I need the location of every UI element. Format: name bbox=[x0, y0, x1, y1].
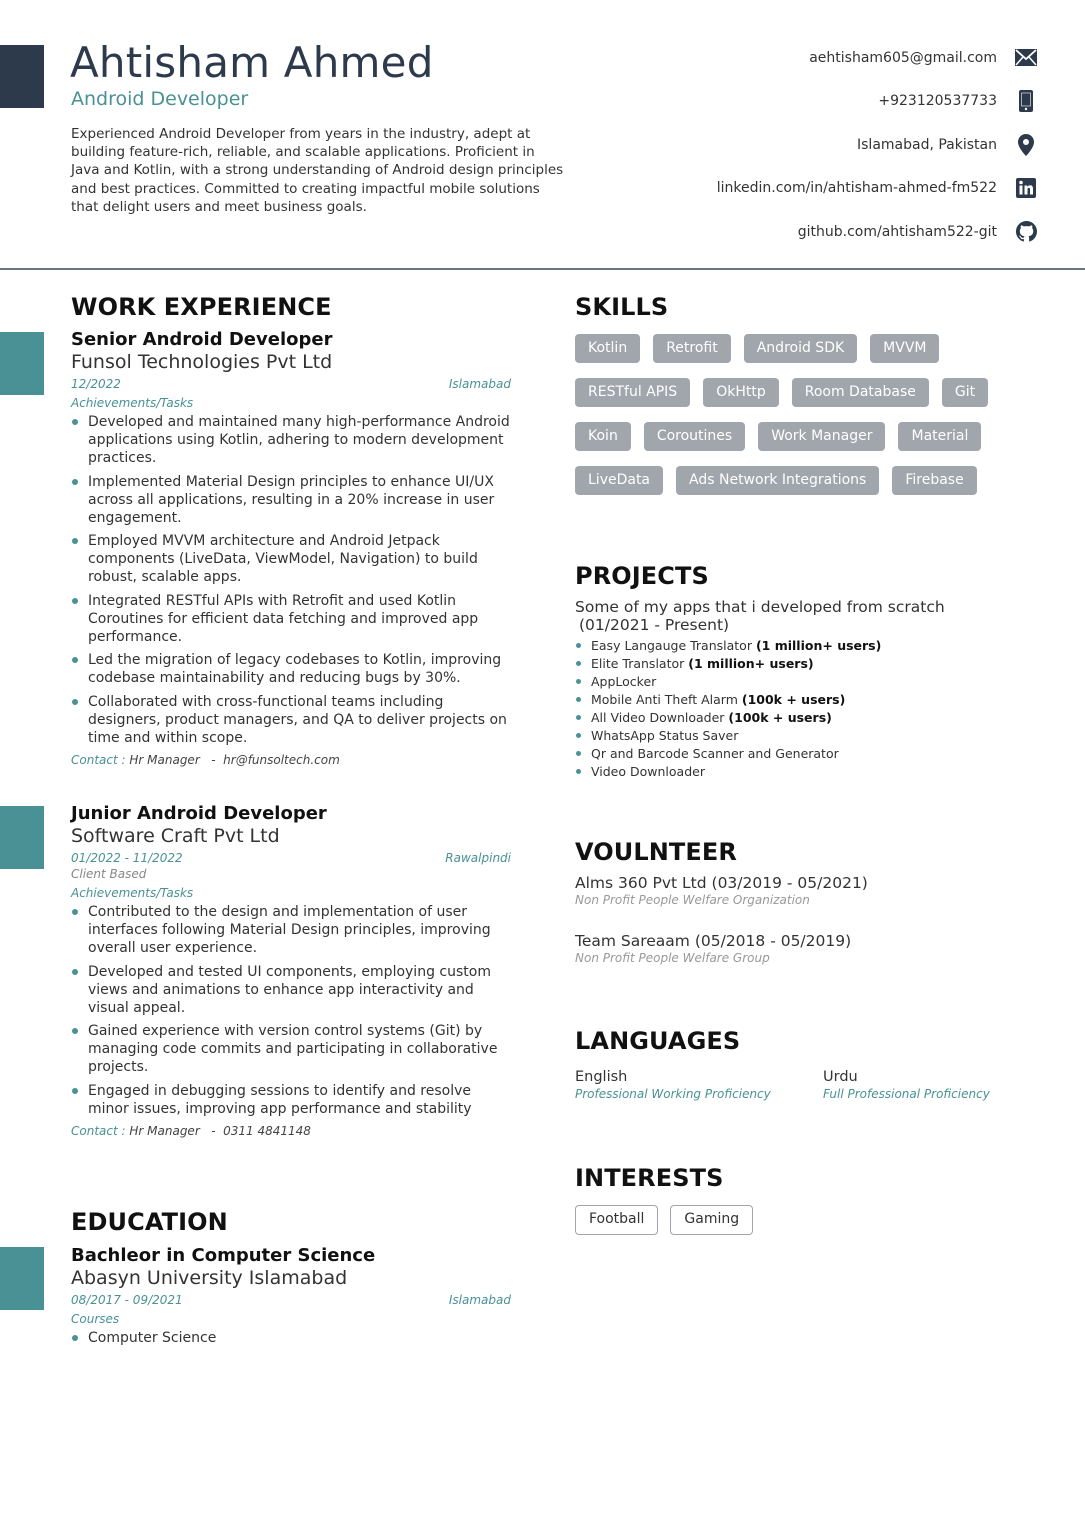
interests-list bbox=[575, 1205, 753, 1235]
work-experience-heading: WORK EXPERIENCE bbox=[71, 293, 332, 321]
header-accent-bar bbox=[0, 45, 44, 108]
list-item: Gained experience with version control systems (Git) by managing code commits and participating in collaborative projects. bbox=[71, 1022, 511, 1076]
projects-heading: PROJECTS bbox=[575, 562, 709, 590]
contact-phone-text[interactable]: +923120537733 bbox=[878, 93, 997, 110]
volunteer-title: Alms 360 Pvt Ltd (03/2019 - 05/2021) bbox=[575, 874, 868, 892]
location-icon bbox=[1015, 134, 1037, 156]
contact-github[interactable] bbox=[717, 210, 1037, 254]
language-entry bbox=[575, 1069, 771, 1101]
job-accent-bar bbox=[0, 332, 44, 395]
volunteer-desc: Non Profit People Welfare Group bbox=[575, 951, 770, 965]
contact-linkedin[interactable] bbox=[717, 167, 1037, 211]
list-item bbox=[575, 728, 881, 746]
education-location: Islamabad bbox=[448, 1293, 511, 1307]
volunteer-desc: Non Profit People Welfare Organization bbox=[575, 893, 810, 907]
school-name: Abasyn University Islamabad bbox=[71, 1267, 348, 1289]
list-item: Developed and tested UI components, employing custom views and animations to enhance app interactivity and visual appeal. bbox=[71, 963, 511, 1017]
education-dates: 08/2017 - 09/2021 bbox=[71, 1293, 183, 1307]
skill-chip: Work Manager bbox=[758, 422, 885, 451]
skills-heading: SKILLS bbox=[575, 293, 669, 321]
list-item bbox=[575, 656, 881, 674]
job-contact-value: Hr Manager - 0311 4841148 bbox=[129, 1123, 311, 1138]
job-company: Software Craft Pvt Ltd bbox=[71, 825, 280, 847]
job-bullets bbox=[71, 903, 511, 1118]
languages-heading: LANGUAGES bbox=[575, 1027, 741, 1055]
skill-chip: Android SDK bbox=[744, 334, 857, 363]
skill-chip: Coroutines bbox=[644, 422, 745, 451]
project-name: All Video Downloader bbox=[591, 710, 725, 725]
header-divider bbox=[0, 268, 1085, 270]
projects-intro bbox=[575, 598, 945, 634]
education-meta bbox=[71, 1293, 511, 1307]
language-level: Professional Working Proficiency bbox=[575, 1087, 771, 1101]
email-icon bbox=[1015, 47, 1037, 69]
project-name: Video Downloader bbox=[591, 764, 705, 779]
project-name: Elite Translator bbox=[591, 656, 685, 671]
project-name: Qr and Barcode Scanner and Generator bbox=[591, 746, 839, 761]
interest-chip: Gaming bbox=[670, 1205, 753, 1235]
contact-list bbox=[717, 36, 1037, 254]
job-dates: 01/2022 - 11/2022 bbox=[71, 851, 183, 865]
list-item bbox=[575, 692, 881, 710]
skill-chip: Ads Network Integrations bbox=[676, 466, 879, 495]
course-list bbox=[71, 1329, 511, 1347]
interests-heading: INTERESTS bbox=[575, 1164, 724, 1192]
volunteer-entry bbox=[575, 874, 868, 907]
project-name: AppLocker bbox=[591, 674, 657, 689]
job-meta bbox=[71, 851, 511, 865]
job-title: Junior Android Developer bbox=[71, 803, 327, 824]
job-company: Funsol Technologies Pvt Ltd bbox=[71, 351, 333, 373]
interest-chip: Football bbox=[575, 1205, 658, 1235]
contact-location-text: Islamabad, Pakistan bbox=[857, 136, 997, 153]
list-item: Led the migration of legacy codebases to Kotlin, improving codebase maintainability and reducing bugs by 30%. bbox=[71, 651, 511, 687]
project-name: Mobile Anti Theft Alarm bbox=[591, 692, 738, 707]
list-item bbox=[575, 710, 881, 728]
skill-chip: Git bbox=[942, 378, 988, 407]
skill-chip: Retrofit bbox=[653, 334, 731, 363]
candidate-role: Android Developer bbox=[71, 88, 249, 110]
job-accent-bar bbox=[0, 806, 44, 869]
education-accent-bar bbox=[0, 1247, 44, 1310]
skill-chip: Room Database bbox=[792, 378, 929, 407]
contact-email-text[interactable]: aehtisham605@gmail.com bbox=[809, 49, 997, 66]
project-users: (1 million+ users) bbox=[688, 656, 814, 671]
language-name: Urdu bbox=[823, 1069, 858, 1085]
job-entry bbox=[71, 803, 511, 1138]
skill-chip: RESTful APIS bbox=[575, 378, 690, 407]
job-dates: 12/2022 bbox=[71, 377, 121, 391]
skill-chip: LiveData bbox=[575, 466, 663, 495]
contact-linkedin-text[interactable]: linkedin.com/in/ahtisham-ahmed-fm522 bbox=[716, 180, 997, 197]
skill-chip: Koin bbox=[575, 422, 631, 451]
volunteer-title: Team Sareaam (05/2018 - 05/2019) bbox=[575, 932, 852, 950]
list-item: Integrated RESTful APIs with Retrofit and used Kotlin Coroutines for efficient data fetching and improved app performance. bbox=[71, 592, 511, 646]
skill-chip: MVVM bbox=[870, 334, 939, 363]
candidate-name: Ahtisham Ahmed bbox=[70, 38, 434, 87]
contact-location bbox=[717, 123, 1037, 167]
linkedin-icon bbox=[1015, 177, 1037, 199]
job-contact bbox=[71, 753, 511, 767]
education-heading: EDUCATION bbox=[71, 1208, 228, 1236]
volunteer-heading: VOULNTEER bbox=[575, 838, 737, 866]
job-bullets bbox=[71, 413, 511, 747]
list-item bbox=[575, 638, 881, 656]
summary-text: Experienced Android Developer from years in the industry, adept at building feature-rich, reliable, and scalable applications. Proficient in Java and Kotlin, with a strong understanding of Android design principles and best practices. Committed to creating impactful mobile solutions that delight users and meet business goals. bbox=[71, 126, 564, 215]
list-item: Contributed to the design and implementation of user interfaces following Material Design principles, improving overall user experience. bbox=[71, 903, 511, 957]
tasks-label: Achievements/Tasks bbox=[71, 396, 194, 410]
list-item bbox=[575, 746, 881, 764]
list-item bbox=[575, 674, 881, 692]
volunteer-entry bbox=[575, 932, 851, 965]
contact-phone[interactable] bbox=[717, 80, 1037, 124]
github-icon bbox=[1015, 221, 1037, 243]
project-name: Easy Langauge Translator bbox=[591, 638, 752, 653]
job-contact-label: Contact : bbox=[71, 1123, 126, 1138]
projects-period: (01/2021 - Present) bbox=[579, 616, 730, 634]
job-title: Senior Android Developer bbox=[71, 329, 333, 350]
project-users: (100k + users) bbox=[728, 710, 832, 725]
job-entry bbox=[71, 329, 511, 767]
tasks-label: Achievements/Tasks bbox=[71, 886, 194, 900]
job-location: Islamabad bbox=[448, 377, 511, 391]
project-users: (1 million+ users) bbox=[755, 638, 882, 653]
project-list bbox=[575, 638, 881, 782]
education-entry bbox=[71, 1245, 511, 1353]
list-item: Developed and maintained many high-performance Android applications using Kotlin, adhering to modern development practices. bbox=[71, 413, 511, 467]
language-entry bbox=[823, 1069, 990, 1101]
language-level: Full Professional Proficiency bbox=[823, 1087, 990, 1101]
skills-list bbox=[575, 334, 995, 495]
courses-label: Courses bbox=[71, 1312, 120, 1326]
list-item: Implemented Material Design principles to enhance UI/UX across all applications, resulting in a 20% increase in user engagement. bbox=[71, 473, 511, 527]
list-item: Computer Science bbox=[71, 1329, 511, 1347]
contact-github-text[interactable]: github.com/ahtisham522-git bbox=[797, 223, 997, 240]
job-location: Rawalpindi bbox=[445, 851, 511, 865]
job-meta bbox=[71, 377, 511, 391]
phone-icon bbox=[1015, 90, 1037, 112]
job-contact-label: Contact : bbox=[71, 752, 126, 767]
project-name: WhatsApp Status Saver bbox=[591, 728, 739, 743]
degree-title: Bachleor in Computer Science bbox=[71, 1245, 376, 1266]
skill-chip: Kotlin bbox=[575, 334, 640, 363]
skill-chip: OkHttp bbox=[703, 378, 779, 407]
list-item: Employed MVVM architecture and Android Jetpack components (LiveData, ViewModel, Navigation) to build robust, scalable apps. bbox=[71, 532, 511, 586]
list-item: Engaged in debugging sessions to identify and resolve minor issues, improving app performance and stability bbox=[71, 1082, 511, 1118]
job-note: Client Based bbox=[71, 867, 147, 881]
skill-chip: Material bbox=[898, 422, 981, 451]
skill-chip: Firebase bbox=[892, 466, 976, 495]
list-item bbox=[575, 764, 881, 782]
job-contact-value: Hr Manager - hr@funsoltech.com bbox=[129, 752, 340, 767]
contact-email[interactable] bbox=[717, 36, 1037, 80]
language-name: English bbox=[575, 1069, 628, 1085]
project-users: (100k + users) bbox=[741, 692, 846, 707]
projects-intro-text: Some of my apps that i developed from scratch bbox=[575, 598, 945, 616]
job-contact bbox=[71, 1124, 511, 1138]
list-item: Collaborated with cross-functional teams including designers, product managers, and QA to deliver projects on time and within scope. bbox=[71, 693, 511, 747]
